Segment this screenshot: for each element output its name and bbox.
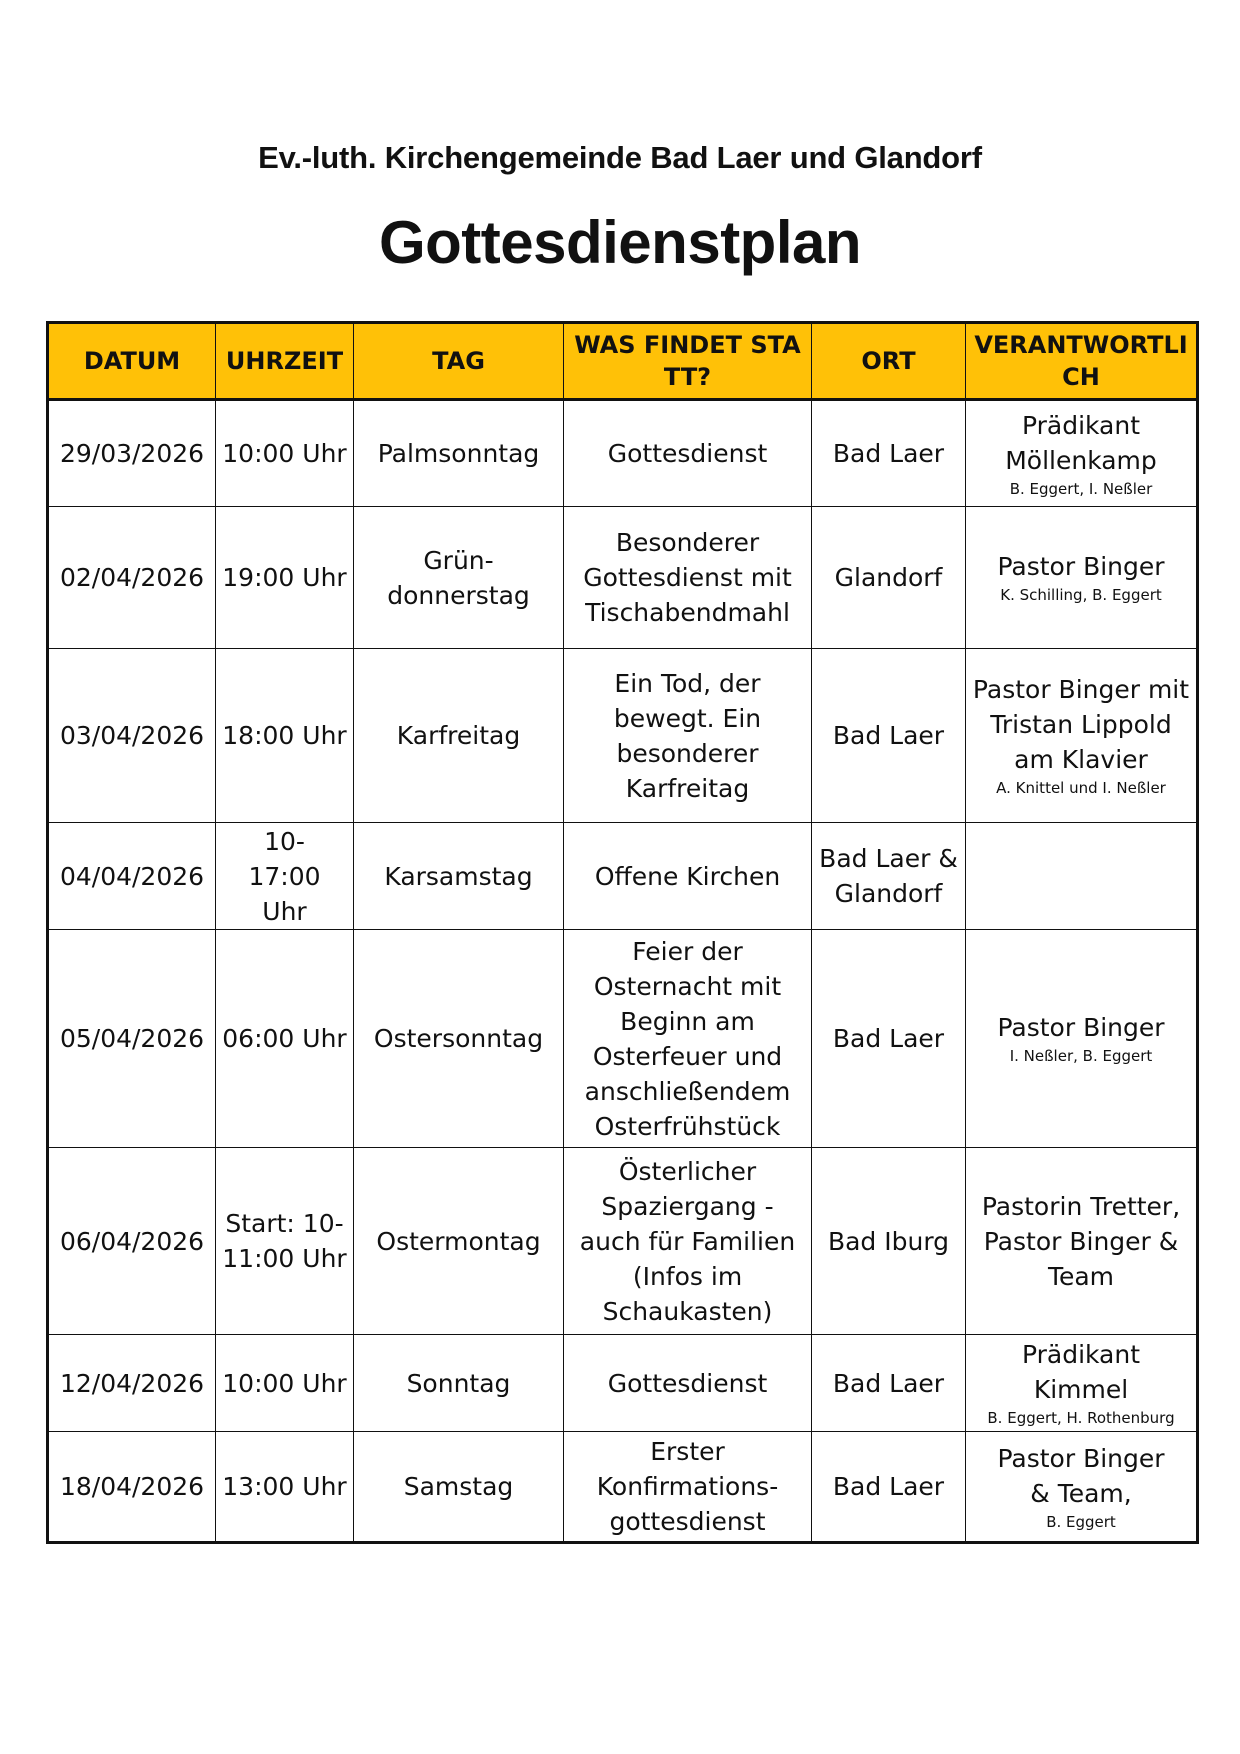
table-row <box>48 1432 1198 1543</box>
cell-was: Gottesdienst <box>564 400 812 507</box>
cell-ort: Bad Laer <box>812 1432 966 1543</box>
responsible-person: Pastor Binger mit Tristan Lippold am Klavier <box>972 675 1190 774</box>
cell-tag: Ostersonntag <box>354 930 564 1148</box>
cell-verantwortlich <box>966 930 1198 1148</box>
cell-datum: 29/03/2026 <box>48 400 216 507</box>
column-header-ort: ORT <box>812 323 966 400</box>
cell-datum: 02/04/2026 <box>48 507 216 649</box>
cell-datum: 06/04/2026 <box>48 1148 216 1335</box>
cell-ort: Bad Iburg <box>812 1148 966 1335</box>
service-schedule-table <box>46 321 1199 1544</box>
helpers: B. Eggert <box>1046 1512 1116 1531</box>
cell-verantwortlich <box>966 823 1198 930</box>
cell-verantwortlich <box>966 507 1198 649</box>
cell-tag: Samstag <box>354 1432 564 1543</box>
cell-verantwortlich <box>966 1335 1198 1432</box>
column-header-tag: TAG <box>354 323 564 400</box>
helpers: I. Neßler, B. Eggert <box>1009 1047 1153 1065</box>
table-row <box>48 400 1198 507</box>
cell-ort: Bad Laer <box>812 930 966 1148</box>
cell-datum: 12/04/2026 <box>48 1335 216 1432</box>
cell-verantwortlich <box>966 649 1198 823</box>
cell-datum: 18/04/2026 <box>48 1432 216 1543</box>
cell-ort: Bad Laer & Glandorf <box>812 823 966 930</box>
cell-was: Feier der Osternacht mit Beginn am Osterfeuer und anschließendem Osterfrühstück <box>564 930 812 1148</box>
column-header-datum: DATUM <box>48 323 216 400</box>
cell-was: Besonderer Gottesdienst mit Tischabendmahl <box>564 507 812 649</box>
cell-tag: Ostermontag <box>354 1148 564 1335</box>
cell-uhrzeit: 19:00 Uhr <box>216 507 354 649</box>
responsible-person: Pastorin Tretter, Pastor Binger & Team <box>981 1191 1181 1291</box>
cell-datum: 04/04/2026 <box>48 823 216 930</box>
table-row <box>48 507 1198 649</box>
cell-uhrzeit: Start: 10-11:00 Uhr <box>216 1148 354 1335</box>
table-row <box>48 1148 1198 1335</box>
column-header-was-findet-statt: WAS FINDET STATT? <box>564 323 812 400</box>
responsible-person: Prädikant Möllenkamp <box>1005 410 1157 475</box>
cell-uhrzeit: 10-17:00 Uhr <box>216 823 354 930</box>
cell-verantwortlich <box>966 1432 1198 1543</box>
helpers: K. Schilling, B. Eggert <box>1000 586 1162 604</box>
cell-was: Offene Kirchen <box>564 823 812 930</box>
column-header-verantwortlich: VERANTWORTLICH <box>966 323 1198 400</box>
cell-was: Ein Tod, der bewegt. Ein besonderer Karfreitag <box>564 649 812 823</box>
cell-datum: 03/04/2026 <box>48 649 216 823</box>
table-row <box>48 1335 1198 1432</box>
helpers: B. Eggert, I. Neßler <box>1009 479 1153 498</box>
cell-verantwortlich <box>966 400 1198 507</box>
responsible-person: Pastor Binger <box>997 552 1165 581</box>
responsible-person: Prädikant Kimmel <box>1021 1340 1141 1404</box>
cell-uhrzeit: 06:00 Uhr <box>216 930 354 1148</box>
cell-datum: 05/04/2026 <box>48 930 216 1148</box>
cell-ort: Bad Laer <box>812 649 966 823</box>
cell-was: Gottesdienst <box>564 1335 812 1432</box>
table-row <box>48 930 1198 1148</box>
cell-tag: Karsamstag <box>354 823 564 930</box>
organization-name: Ev.-luth. Kirchengemeinde Bad Laer und Glandorf <box>258 140 982 175</box>
column-header-uhrzeit: UHRZEIT <box>216 323 354 400</box>
cell-ort: Bad Laer <box>812 1335 966 1432</box>
cell-was: Erster Konfirmations-gottesdienst <box>564 1432 812 1543</box>
cell-ort: Glandorf <box>812 507 966 649</box>
table-row <box>48 649 1198 823</box>
cell-uhrzeit: 10:00 Uhr <box>216 1335 354 1432</box>
cell-tag: Sonntag <box>354 1335 564 1432</box>
table-header-row <box>48 323 1198 400</box>
cell-verantwortlich <box>966 1148 1198 1335</box>
helpers: B. Eggert, H. Rothenburg <box>987 1409 1175 1427</box>
page-title: Gottesdienstplan <box>378 209 862 276</box>
responsible-person: Pastor Binger <box>997 1013 1165 1042</box>
table-row <box>48 823 1198 930</box>
cell-uhrzeit: 10:00 Uhr <box>216 400 354 507</box>
helpers: A. Knittel und I. Neßler <box>996 779 1166 797</box>
cell-ort: Bad Laer <box>812 400 966 507</box>
cell-uhrzeit: 18:00 Uhr <box>216 649 354 823</box>
cell-uhrzeit: 13:00 Uhr <box>216 1432 354 1543</box>
responsible-person: Pastor Binger & Team, <box>997 1443 1165 1508</box>
cell-tag: Karfreitag <box>354 649 564 823</box>
cell-tag: Grün-donnerstag <box>354 507 564 649</box>
cell-was: Österlicher Spaziergang - auch für Familien (Infos im Schaukasten) <box>564 1148 812 1335</box>
cell-tag: Palmsonntag <box>354 400 564 507</box>
